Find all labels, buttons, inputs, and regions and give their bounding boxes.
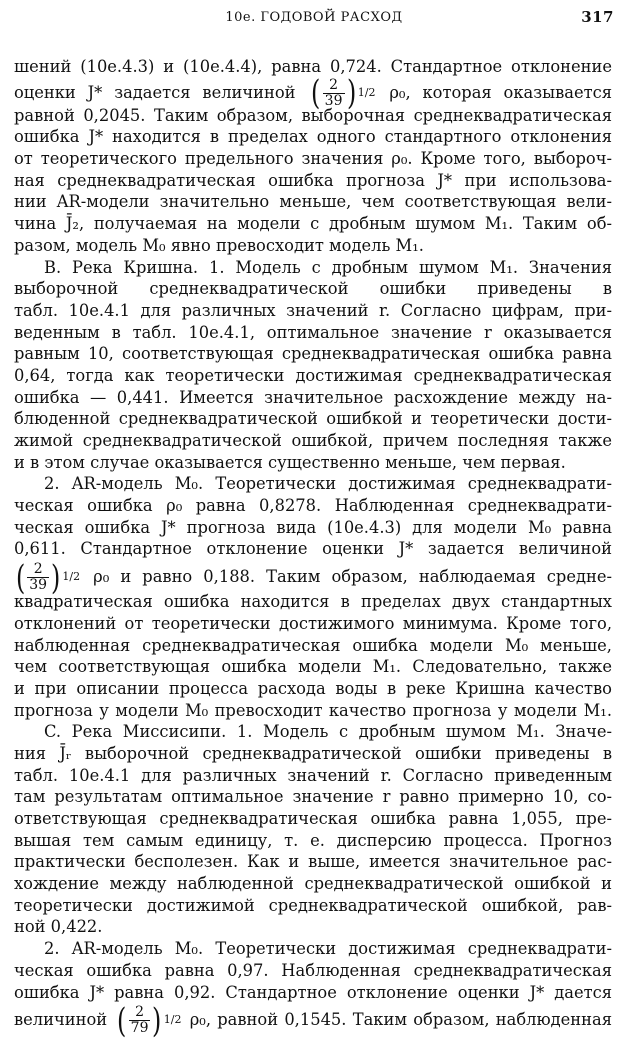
fraction-exponent: 1/2	[62, 570, 81, 584]
text-line: чина J̄₂, получаемая на модели с дробным шумом M₁. Таким об-	[14, 214, 612, 234]
text-line: от теоретического предельного значения ρ₀. Кроме того, выбороч-	[14, 149, 612, 169]
text-line: ошибка — 0,441. Имеется значительное расхождение между на-	[14, 387, 612, 407]
text-line: ошибка J* равна 0,92. Стандартное отклонение оценки J* дается	[14, 982, 612, 1002]
text-line: нии AR-модели значительно меньше, чем соответствующая вели-	[14, 192, 612, 212]
text-line: разом, модель M₀ явно превосходит модель M₁.	[14, 235, 424, 255]
fraction-numerator: 2	[135, 1004, 145, 1021]
fraction-exponent: 1/2	[163, 1013, 182, 1027]
formula-fraction: ( $\frac{2}{79}$ ) 1/2	[117, 1000, 182, 1041]
text-fragment: величиной	[14, 1010, 108, 1030]
text-line: наблюденная среднеквадратическая ошибка модели M₀ меньше,	[14, 635, 612, 655]
fraction-exponent: 1/2	[357, 85, 376, 99]
text-line: и при описании процесса расхода воды в реке Кришна качество	[14, 678, 612, 698]
text-line: теоретически достижимой среднеквадратической ошибкой, рав-	[14, 895, 612, 915]
text-line: равным 10, соответствующая среднеквадратическая ошибка равна	[14, 344, 612, 364]
section-heading-line: 2. AR-модель M₀. Теоретически достижимая среднеквадрати-	[44, 939, 612, 959]
text-fragment: оценки J* задается величиной	[14, 82, 296, 102]
page-header	[0, 8, 628, 32]
text-line: равной 0,2045. Таким образом, выборочная среднеквадратическая	[14, 105, 612, 125]
section-heading-line: C. Река Миссисипи. 1. Модель с дробным шумом M₁. Значе-	[44, 722, 612, 742]
running-title: 10е. ГОДОВОЙ РАСХОД	[225, 10, 403, 25]
text-line: ответствующая среднеквадратическая ошибка равна 1,055, пре-	[14, 809, 612, 828]
body-text	[14, 56, 612, 1040]
text-line: чем соответствующая ошибка модели M₁. Следовательно, также	[14, 657, 612, 677]
formula-fraction: ( $\frac{2}{39}$ ) 1/2	[15, 557, 81, 598]
fraction-numerator: 2	[33, 561, 43, 578]
text-line: жимой среднеквадратической ошибкой, причем последняя также	[14, 431, 612, 450]
formula-fraction: ( $\frac{2}{39}$ ) 1/2	[311, 73, 376, 114]
text-line: вышая тем самым единицу, т. е. дисперсию процесса. Прогноз	[14, 830, 612, 850]
text-line: ния J̄ᵣ выборочной среднеквадратической ошибки приведены в	[14, 743, 612, 763]
text-line: и в этом случае оказывается существенно меньше, чем первая.	[14, 452, 566, 472]
text-line: 0,611. Стандартное отклонение оценки J* задается величиной	[14, 539, 612, 559]
page-number: 317	[581, 8, 614, 26]
text-line: ческая ошибка равна 0,97. Наблюденная среднеквадратическая	[14, 960, 612, 980]
text-line: веденным в табл. 10е.4.1, оптимальное значение r оказывается	[14, 322, 612, 342]
text-line: 0,64, тогда как теоретически достижимая среднеквадратическая	[14, 365, 612, 385]
section-heading-line: 2. AR-модель M₀. Теоретически достижимая среднеквадрати-	[44, 474, 612, 494]
text-fragment: ρ₀, которая оказывается	[389, 82, 612, 102]
text-line: табл. 10е.4.1 для различных значений r. Согласно цифрам, при-	[14, 300, 612, 320]
text-line: ная среднеквадратическая ошибка прогноза J* при использова-	[14, 170, 612, 190]
text-line: блюденной среднеквадратической ошибкой и теоретически дости-	[14, 409, 612, 429]
text-line: практически бесполезен. Как и выше, имеется значительное рас-	[14, 852, 612, 872]
text-line-with-formula	[14, 999, 612, 1040]
text-line: прогноза у модели M₀ превосходит качество прогноза у модели M₁.	[14, 700, 612, 720]
text-fragment: ρ₀, равной 0,1545. Таким образом, наблюденная	[189, 1010, 612, 1030]
section-heading-line: B. Река Кришна. 1. Модель с дробным шумом M₁. Значения	[44, 257, 612, 277]
text-line: выборочной среднеквадратической ошибки приведены в	[14, 279, 612, 299]
text-line: ческая ошибка J* прогноза вида (10е.4.3) для модели M₀ равна	[14, 517, 612, 537]
text-line: табл. 10е.4.1 для различных значений r. Согласно приведенным	[14, 765, 612, 785]
fraction-numerator: 2	[329, 76, 339, 93]
text-line: ческая ошибка ρ₀ равна 0,8278. Наблюденная среднеквадрати-	[14, 496, 612, 516]
fraction-denominator: 79	[130, 1020, 149, 1037]
text-line: ошибка J* находится в пределах одного стандартного отклонения	[14, 127, 612, 147]
text-line: квадратическая ошибка находится в пределах двух стандартных	[14, 592, 612, 612]
text-fragment: ρ₀ и равно 0,188. Таким образом, наблюдаемая средне-	[93, 567, 612, 587]
text-line: шений (10е.4.3) и (10е.4.4), равна 0,724. Стандартное отклонение	[14, 57, 612, 76]
fraction-denominator: 39	[324, 92, 343, 109]
text-line: хождение между наблюденной среднеквадратической ошибкой и	[14, 874, 612, 894]
text-line: ной 0,422.	[14, 917, 103, 937]
fraction-denominator: 39	[29, 577, 48, 594]
text-line: отклонений от теоретически достижимого минимума. Кроме того,	[14, 613, 612, 633]
text-line: там результатам оптимальное значение r равно примерно 10, со-	[14, 787, 612, 807]
